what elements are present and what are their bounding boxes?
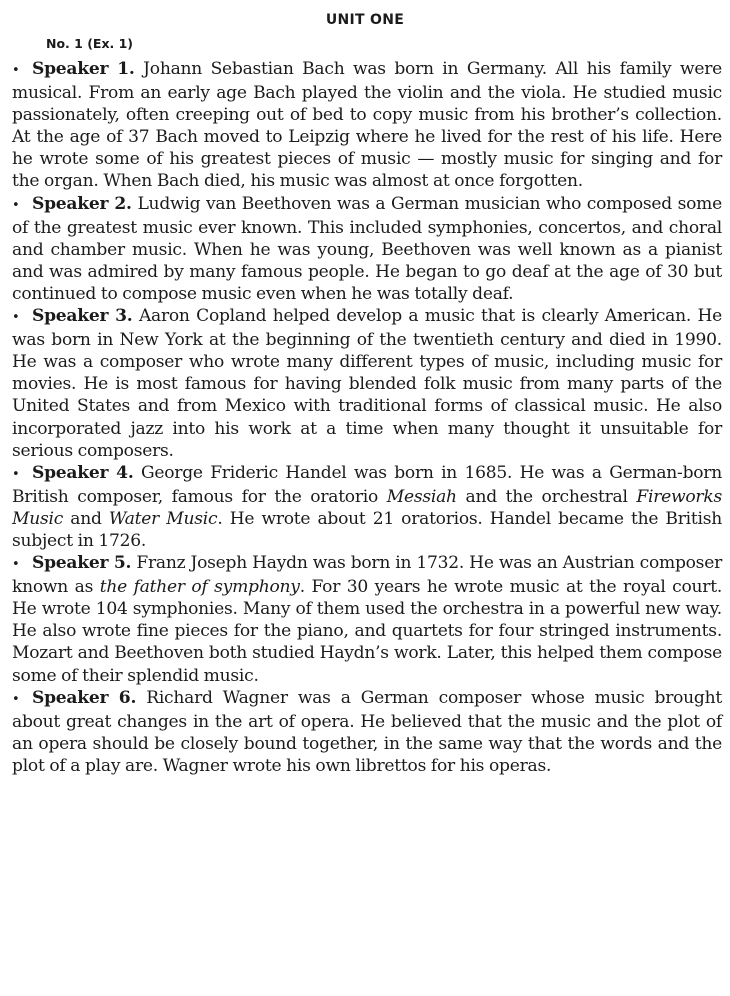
speaker-4-text-2: and the orchestral [465, 486, 628, 507]
speaker-1-text: Johann Sebastian Bach was born in Germany. All his family were musical. From an early age Bach played the violin and the viola. He studied music passionately, often creeping out of bed to copy music from his brother’s collection. At the age of 37 Bach moved to Leipzig where he lived for the rest of his life. Here he wrote some of his greatest pieces of music — mostly music for singing and for the organ. When Bach died, his music was almost at once forgotten. [12, 59, 722, 192]
speaker-3-text: Aaron Copland helped develop a music that is clearly American. He was born in New York at the beginning of the twentieth century and died in 1990. He was a composer who wrote many different types of music, including music for movies. He is most famous for having blended folk music from many parts of the United States and from Mexico with traditional forms of classical music. He also incorporated jazz into his work at a time when many thought it unsuitable for serious composers. [12, 306, 722, 461]
speaker-3-label: Speaker 3. [32, 306, 133, 327]
speaker-4-label: Speaker 4. [32, 462, 134, 483]
bullet-icon: • [12, 197, 20, 213]
speaker-1-paragraph [12, 58, 722, 193]
speaker-2-text: Ludwig van Beethoven was a German musician who composed some of the greatest music ever known. This included symphonies, concertos, and choral and chamber music. When he was young, Beethoven was well known as a pianist and was admired by many famous people. He began to go deaf at the age of 30 but continued to compose music even when he was totally deaf. [12, 193, 722, 304]
bullet-icon: • [12, 557, 20, 573]
speaker-6-paragraph [12, 687, 722, 777]
speaker-5-text-1: Franz Joseph Haydn was born in 1732. He was an Austrian composer known as [12, 553, 722, 598]
speaker-5-text-2: . For 30 years he wrote music at the royal court. He wrote 104 symphonies. Many of them used the orchestra in a powerful new way. He also wrote fine pieces for the piano, and quartets for four stringed instruments. Mozart and Beethoven both studied Haydn’s work. Later, this helped them compose some of their splendid music. [12, 577, 722, 686]
speaker-5-paragraph [12, 552, 722, 687]
unit-title: UNIT ONE [325, 12, 405, 28]
bullet-icon: • [12, 466, 20, 482]
work-title-water-music: Water Music [108, 508, 218, 529]
bullet-icon: • [12, 310, 20, 326]
speaker-5-label: Speaker 5. [32, 553, 132, 574]
transcript-body [12, 58, 722, 777]
work-title-fireworks-music: Fireworks Music [12, 486, 722, 529]
speaker-2-label: Speaker 2. [32, 193, 132, 214]
speaker-3-paragraph [12, 305, 722, 462]
speaker-6-label: Speaker 6. [32, 687, 137, 708]
speaker-4-text-3: and [70, 508, 102, 529]
speaker-4-text-4: . He wrote about 21 oratorios. Handel became the British subject in 1726. [12, 508, 722, 551]
speaker-1-label: Speaker 1. [32, 59, 135, 79]
speaker-2-paragraph [12, 193, 722, 305]
phrase-father-of-symphony: the father of symphony [99, 577, 300, 598]
bullet-icon: • [12, 691, 20, 707]
work-title-messiah: Messiah [386, 486, 457, 507]
speaker-6-text: Richard Wagner was a German composer whose music brought about great changes in the art of opera. He believed that the music and the plot of an opera should be closely bound together, in the same way that the words and the plot of a play are. Wagner wrote his own librettos for his operas. [12, 687, 722, 776]
bullet-icon: • [12, 63, 20, 78]
speaker-4-text-1: George Frideric Handel was born in 1685. He was a German-born British composer, famous for the oratorio [12, 462, 722, 507]
speaker-4-paragraph [12, 462, 722, 552]
exercise-label: No. 1 (Ex. 1) [46, 36, 134, 51]
